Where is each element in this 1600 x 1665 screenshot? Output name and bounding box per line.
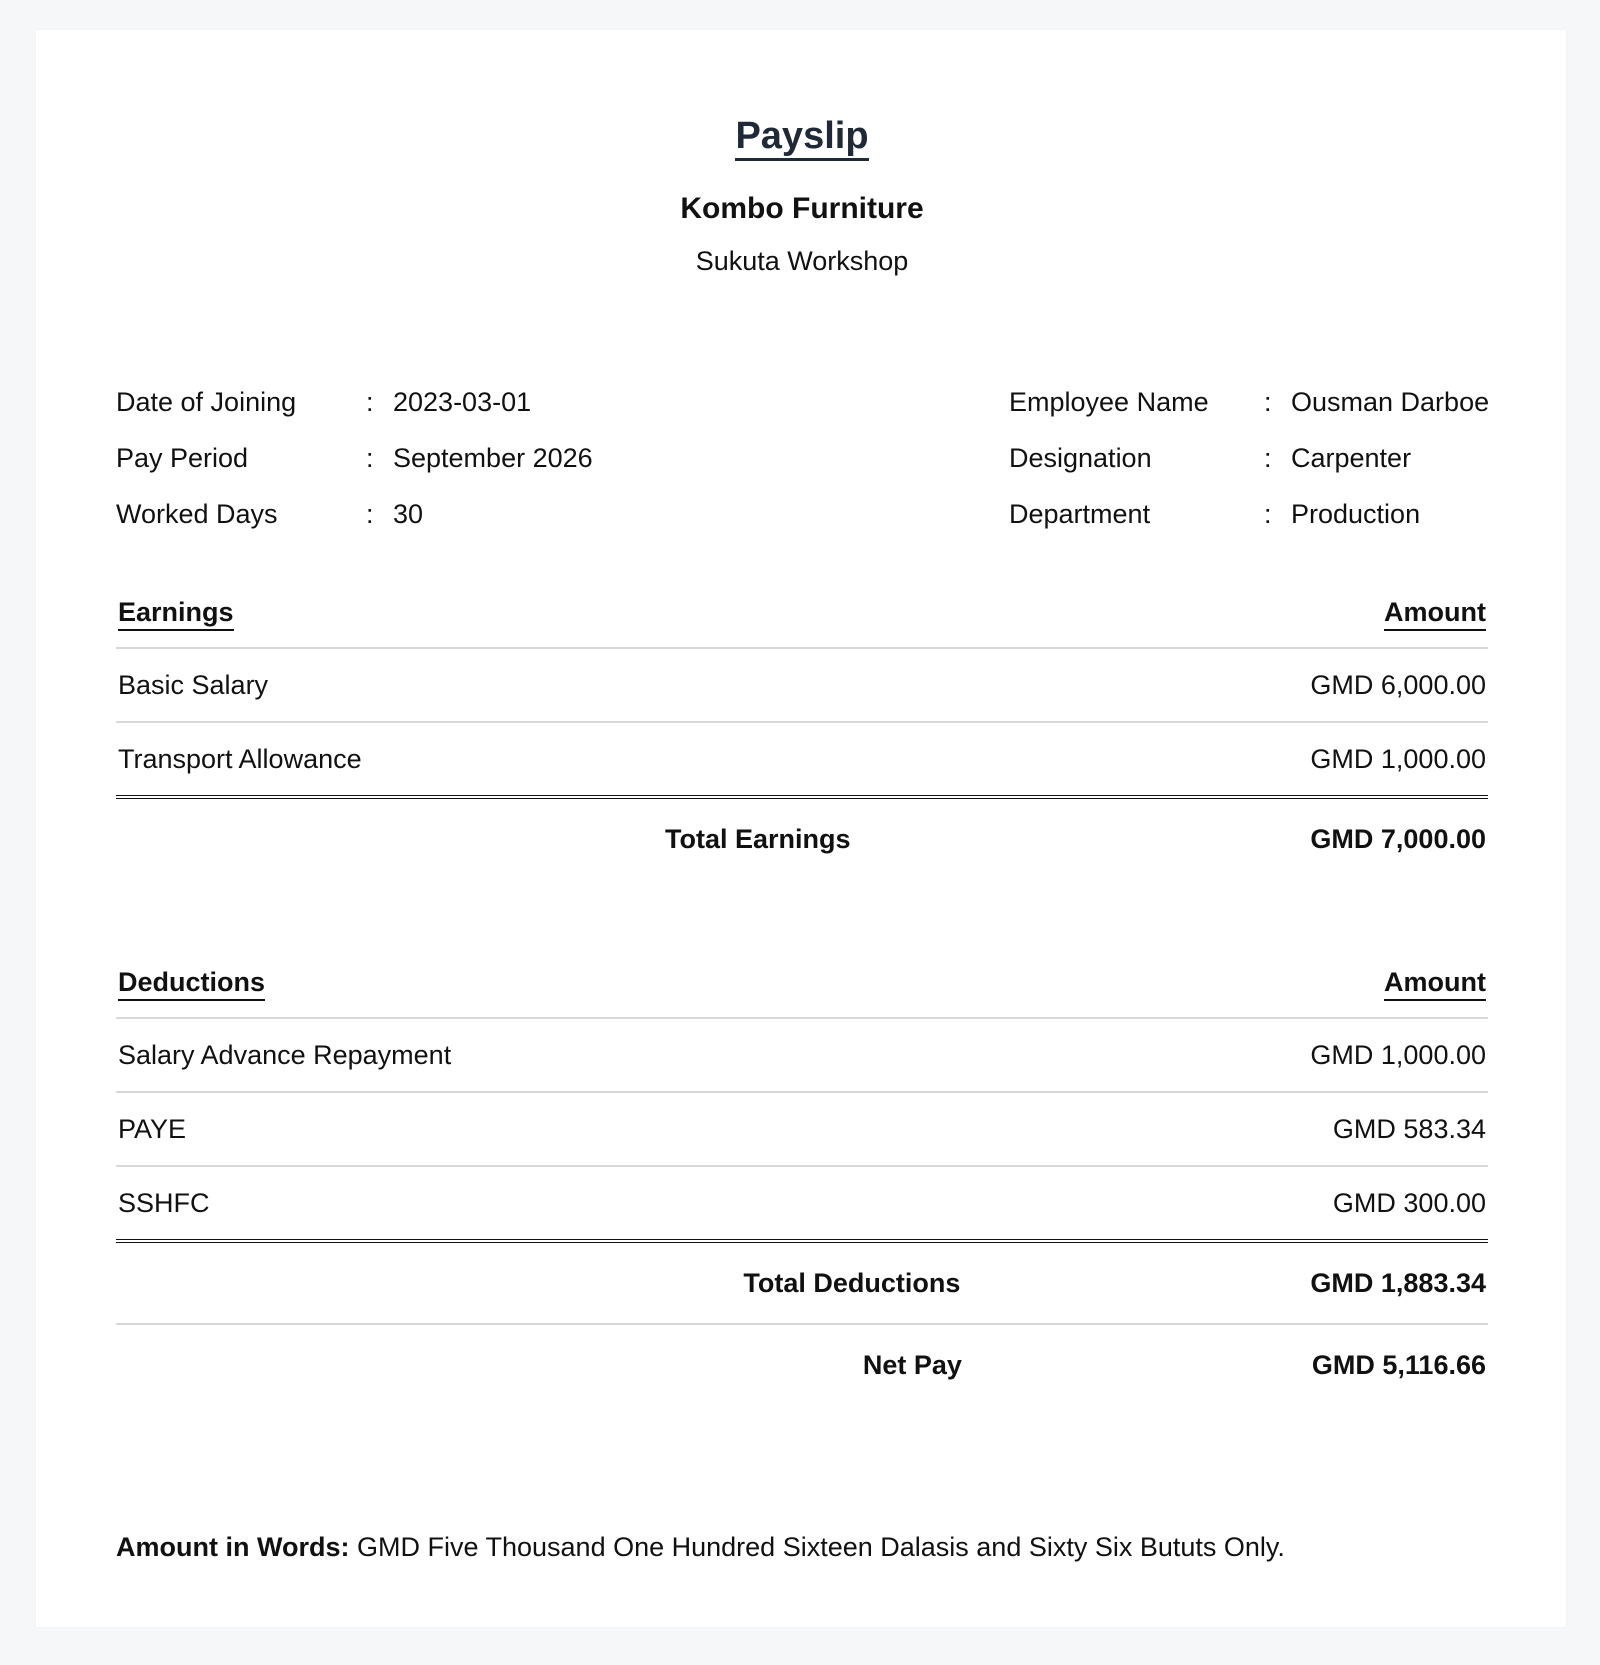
info-label: Worked Days — [116, 499, 278, 529]
table-row — [116, 1019, 1488, 1093]
page-title: Payslip — [735, 115, 868, 161]
info-colon: : — [1264, 443, 1272, 473]
employee-info — [1009, 382, 1489, 550]
info-colon: : — [1264, 387, 1272, 417]
info-colon: : — [1264, 499, 1272, 529]
deductions-amount-heading: Amount — [1384, 965, 1486, 1001]
table-row — [116, 649, 1488, 723]
info-label: Department — [1009, 499, 1151, 529]
row-label: Basic Salary — [118, 669, 269, 700]
net-pay-label: Net Pay — [862, 1349, 962, 1380]
info-row-employee-name — [1009, 382, 1489, 438]
row-label: SSHFC — [118, 1187, 210, 1218]
info-colon: : — [366, 443, 374, 473]
info-value: September 2026 — [393, 443, 593, 473]
table-row — [116, 1167, 1488, 1243]
total-deductions-value: GMD 1,883.34 — [1310, 1267, 1486, 1298]
earnings-table — [116, 595, 1488, 879]
earnings-amount-heading: Amount — [1384, 595, 1486, 631]
table-row — [116, 723, 1488, 799]
info-value: 30 — [393, 499, 424, 529]
info-value: 2023-03-01 — [393, 387, 532, 417]
total-earnings-value: GMD 7,000.00 — [1310, 823, 1486, 854]
company-name: Kombo Furniture — [680, 192, 924, 225]
info-label: Employee Name — [1009, 387, 1209, 417]
info-value: Carpenter — [1291, 443, 1412, 473]
page-title-wrap — [116, 114, 1488, 158]
earnings-header — [116, 595, 1488, 649]
info-row-designation — [1009, 438, 1489, 494]
info-label: Designation — [1009, 443, 1152, 473]
row-amount: GMD 1,000.00 — [1310, 1039, 1486, 1070]
net-pay-value: GMD 5,116.66 — [1311, 1349, 1486, 1380]
table-row — [116, 1093, 1488, 1167]
row-label: Salary Advance Repayment — [118, 1039, 452, 1070]
total-earnings-row — [116, 799, 1488, 879]
row-amount: GMD 300.00 — [1332, 1187, 1486, 1218]
row-label: Transport Allowance — [118, 743, 362, 774]
info-row-worked-days — [116, 494, 593, 550]
amount-in-words — [116, 1532, 1285, 1563]
info-label: Date of Joining — [116, 387, 297, 417]
employment-info — [116, 382, 593, 550]
info-row-date-of-joining — [116, 382, 593, 438]
info-colon: : — [366, 387, 374, 417]
earnings-heading: Earnings — [118, 595, 234, 631]
row-amount: GMD 583.34 — [1332, 1113, 1486, 1144]
info-label: Pay Period — [116, 443, 249, 473]
deductions-header — [116, 965, 1488, 1019]
amount-in-words-value: GMD Five Thousand One Hundred Sixteen Dalasis and Sixty Six Bututs Only. — [356, 1532, 1285, 1562]
row-amount: GMD 1,000.00 — [1310, 743, 1486, 774]
total-deductions-row — [116, 1243, 1488, 1325]
info-row-department — [1009, 494, 1489, 550]
info-colon: : — [366, 499, 374, 529]
row-label: PAYE — [118, 1113, 187, 1144]
info-row-pay-period — [116, 438, 593, 494]
deductions-table — [116, 965, 1488, 1405]
total-deductions-label: Total Deductions — [743, 1267, 961, 1298]
net-pay-row — [116, 1325, 1488, 1405]
info-value: Production — [1291, 499, 1421, 529]
deductions-heading: Deductions — [118, 965, 265, 1001]
amount-in-words-label: Amount in Words: — [116, 1532, 350, 1562]
info-value: Ousman Darboe — [1291, 387, 1490, 417]
row-amount: GMD 6,000.00 — [1310, 669, 1486, 700]
total-earnings-label: Total Earnings — [665, 823, 851, 854]
branch-name: Sukuta Workshop — [695, 246, 909, 276]
payslip-sheet — [36, 30, 1566, 1627]
